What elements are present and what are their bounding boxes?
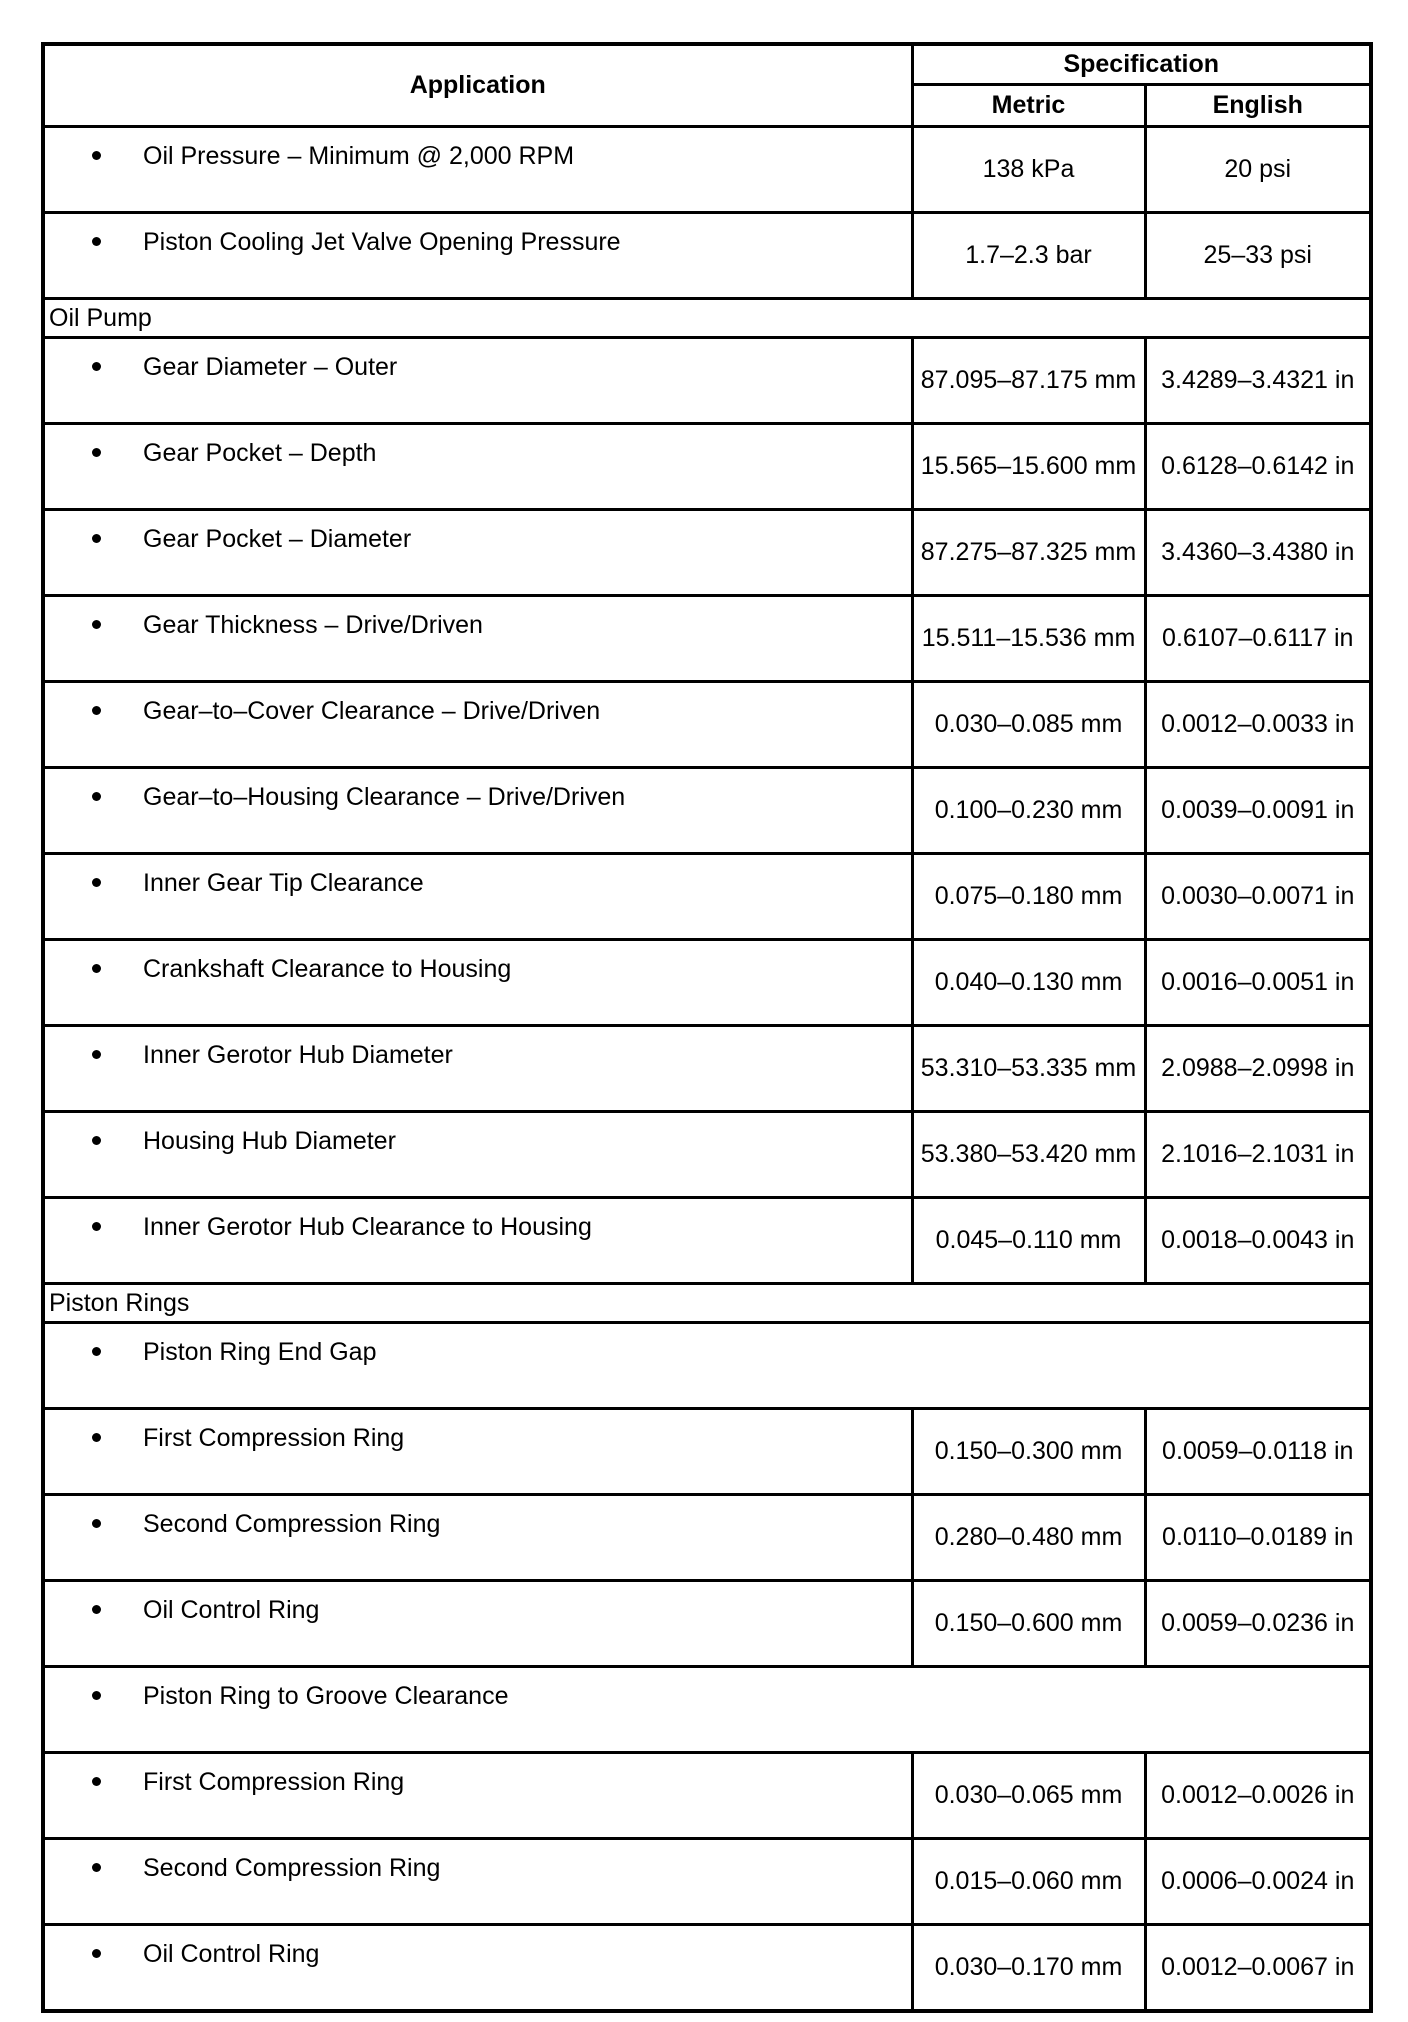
- bullet-icon: [45, 955, 143, 981]
- specification-header: Specification: [912, 44, 1371, 85]
- application-label: Piston Ring End Gap: [143, 1338, 377, 1366]
- section-label: Oil Pump: [43, 299, 1371, 338]
- section-row: [43, 1284, 1371, 1323]
- metric-value: 87.275–87.325 mm: [912, 510, 1145, 596]
- application-label: Gear Diameter – Outer: [143, 353, 398, 381]
- application-cell: [43, 1839, 912, 1925]
- bullet-icon: [45, 1213, 143, 1239]
- metric-value: 15.511–15.536 mm: [912, 596, 1145, 682]
- bullet-icon: [45, 142, 143, 168]
- table-row: [43, 1581, 1371, 1667]
- table-row: [43, 1667, 1371, 1753]
- table-row: [43, 940, 1371, 1026]
- table-row: [43, 1026, 1371, 1112]
- application-label: First Compression Ring: [143, 1768, 405, 1796]
- application-label: Gear–to–Housing Clearance – Drive/Driven: [143, 783, 626, 811]
- metric-value: 0.015–0.060 mm: [912, 1839, 1145, 1925]
- table-row: [43, 213, 1371, 299]
- application-cell: [43, 940, 912, 1026]
- table-row: [43, 1753, 1371, 1839]
- application-cell: [43, 1495, 912, 1581]
- application-label: Second Compression Ring: [143, 1510, 441, 1538]
- bullet-icon: [45, 1768, 143, 1794]
- english-value: 0.0059–0.0236 in: [1145, 1581, 1371, 1667]
- section-row: [43, 299, 1371, 338]
- metric-value: 0.045–0.110 mm: [912, 1198, 1145, 1284]
- english-value: 0.0012–0.0067 in: [1145, 1925, 1371, 2012]
- application-cell: [43, 682, 912, 768]
- application-cell: [43, 1925, 912, 2012]
- table-row: [43, 127, 1371, 213]
- application-cell: [43, 1409, 912, 1495]
- bullet-icon: [45, 353, 143, 379]
- english-value: 20 psi: [1145, 127, 1371, 213]
- table-row: [43, 1925, 1371, 2012]
- metric-value: 0.280–0.480 mm: [912, 1495, 1145, 1581]
- application-label: Inner Gerotor Hub Clearance to Housing: [143, 1213, 592, 1241]
- table-row: [43, 338, 1371, 424]
- bullet-icon: [45, 1682, 143, 1708]
- bullet-icon: [45, 1940, 143, 1966]
- english-value: 0.0018–0.0043 in: [1145, 1198, 1371, 1284]
- metric-value: 0.150–0.600 mm: [912, 1581, 1145, 1667]
- metric-value: 87.095–87.175 mm: [912, 338, 1145, 424]
- english-value: 3.4289–3.4321 in: [1145, 338, 1371, 424]
- application-label: Inner Gear Tip Clearance: [143, 869, 424, 897]
- application-cell: [43, 1667, 1371, 1753]
- bullet-icon: [45, 611, 143, 637]
- application-cell: [43, 1323, 1371, 1409]
- application-cell: [43, 1112, 912, 1198]
- application-cell: [43, 1753, 912, 1839]
- table-row: [43, 854, 1371, 940]
- table-row: [43, 1839, 1371, 1925]
- application-label: Oil Control Ring: [143, 1940, 320, 1968]
- specification-table: [41, 42, 1373, 2013]
- section-label: Piston Rings: [43, 1284, 1371, 1323]
- table-body: [43, 127, 1371, 2012]
- english-value: 2.0988–2.0998 in: [1145, 1026, 1371, 1112]
- english-value: 0.0110–0.0189 in: [1145, 1495, 1371, 1581]
- table-row: [43, 1323, 1371, 1409]
- bullet-icon: [45, 1424, 143, 1450]
- application-label: Gear Pocket – Diameter: [143, 525, 412, 553]
- application-label: Gear Pocket – Depth: [143, 439, 377, 467]
- application-label: Oil Pressure – Minimum @ 2,000 RPM: [143, 142, 575, 170]
- metric-header: Metric: [912, 85, 1145, 127]
- application-cell: [43, 338, 912, 424]
- application-label: First Compression Ring: [143, 1424, 405, 1452]
- application-cell: [43, 1026, 912, 1112]
- english-value: 0.6128–0.6142 in: [1145, 424, 1371, 510]
- application-cell: [43, 768, 912, 854]
- english-value: 0.0006–0.0024 in: [1145, 1839, 1371, 1925]
- metric-value: 53.310–53.335 mm: [912, 1026, 1145, 1112]
- english-value: 2.1016–2.1031 in: [1145, 1112, 1371, 1198]
- metric-value: 1.7–2.3 bar: [912, 213, 1145, 299]
- metric-value: 0.150–0.300 mm: [912, 1409, 1145, 1495]
- metric-value: 0.075–0.180 mm: [912, 854, 1145, 940]
- application-label: Gear Thickness – Drive/Driven: [143, 611, 483, 639]
- english-value: 0.0012–0.0033 in: [1145, 682, 1371, 768]
- bullet-icon: [45, 1041, 143, 1067]
- application-label: Piston Ring to Groove Clearance: [143, 1682, 509, 1710]
- bullet-icon: [45, 1127, 143, 1153]
- application-cell: [43, 424, 912, 510]
- english-header: English: [1145, 85, 1371, 127]
- english-value: 25–33 psi: [1145, 213, 1371, 299]
- table-row: [43, 596, 1371, 682]
- bullet-icon: [45, 783, 143, 809]
- application-label: Housing Hub Diameter: [143, 1127, 396, 1155]
- english-value: 0.0016–0.0051 in: [1145, 940, 1371, 1026]
- table-row: [43, 682, 1371, 768]
- bullet-icon: [45, 228, 143, 254]
- application-cell: [43, 127, 912, 213]
- application-label: Oil Control Ring: [143, 1596, 320, 1624]
- application-cell: [43, 1198, 912, 1284]
- english-value: 3.4360–3.4380 in: [1145, 510, 1371, 596]
- bullet-icon: [45, 697, 143, 723]
- english-value: 0.0030–0.0071 in: [1145, 854, 1371, 940]
- application-cell: [43, 510, 912, 596]
- metric-value: 0.030–0.170 mm: [912, 1925, 1145, 2012]
- bullet-icon: [45, 1510, 143, 1536]
- english-value: 0.6107–0.6117 in: [1145, 596, 1371, 682]
- english-value: 0.0059–0.0118 in: [1145, 1409, 1371, 1495]
- application-label: Crankshaft Clearance to Housing: [143, 955, 512, 983]
- application-cell: [43, 1581, 912, 1667]
- metric-value: 0.030–0.085 mm: [912, 682, 1145, 768]
- metric-value: 0.100–0.230 mm: [912, 768, 1145, 854]
- application-cell: [43, 854, 912, 940]
- bullet-icon: [45, 1338, 143, 1364]
- metric-value: 15.565–15.600 mm: [912, 424, 1145, 510]
- application-label: Piston Cooling Jet Valve Opening Pressure: [143, 228, 621, 256]
- application-cell: [43, 213, 912, 299]
- table-row: [43, 1409, 1371, 1495]
- application-cell: [43, 596, 912, 682]
- table-row: [43, 1198, 1371, 1284]
- bullet-icon: [45, 1596, 143, 1622]
- metric-value: 53.380–53.420 mm: [912, 1112, 1145, 1198]
- bullet-icon: [45, 869, 143, 895]
- table-row: [43, 1112, 1371, 1198]
- bullet-icon: [45, 1854, 143, 1880]
- table-row: [43, 1495, 1371, 1581]
- metric-value: 0.040–0.130 mm: [912, 940, 1145, 1026]
- english-value: 0.0012–0.0026 in: [1145, 1753, 1371, 1839]
- table-row: [43, 768, 1371, 854]
- application-header: Application: [43, 44, 912, 127]
- table-row: [43, 424, 1371, 510]
- english-value: 0.0039–0.0091 in: [1145, 768, 1371, 854]
- application-label: Second Compression Ring: [143, 1854, 441, 1882]
- table-row: [43, 510, 1371, 596]
- application-label: Gear–to–Cover Clearance – Drive/Driven: [143, 697, 601, 725]
- metric-value: 0.030–0.065 mm: [912, 1753, 1145, 1839]
- bullet-icon: [45, 525, 143, 551]
- bullet-icon: [45, 439, 143, 465]
- metric-value: 138 kPa: [912, 127, 1145, 213]
- application-label: Inner Gerotor Hub Diameter: [143, 1041, 453, 1069]
- table-header: [43, 44, 1371, 127]
